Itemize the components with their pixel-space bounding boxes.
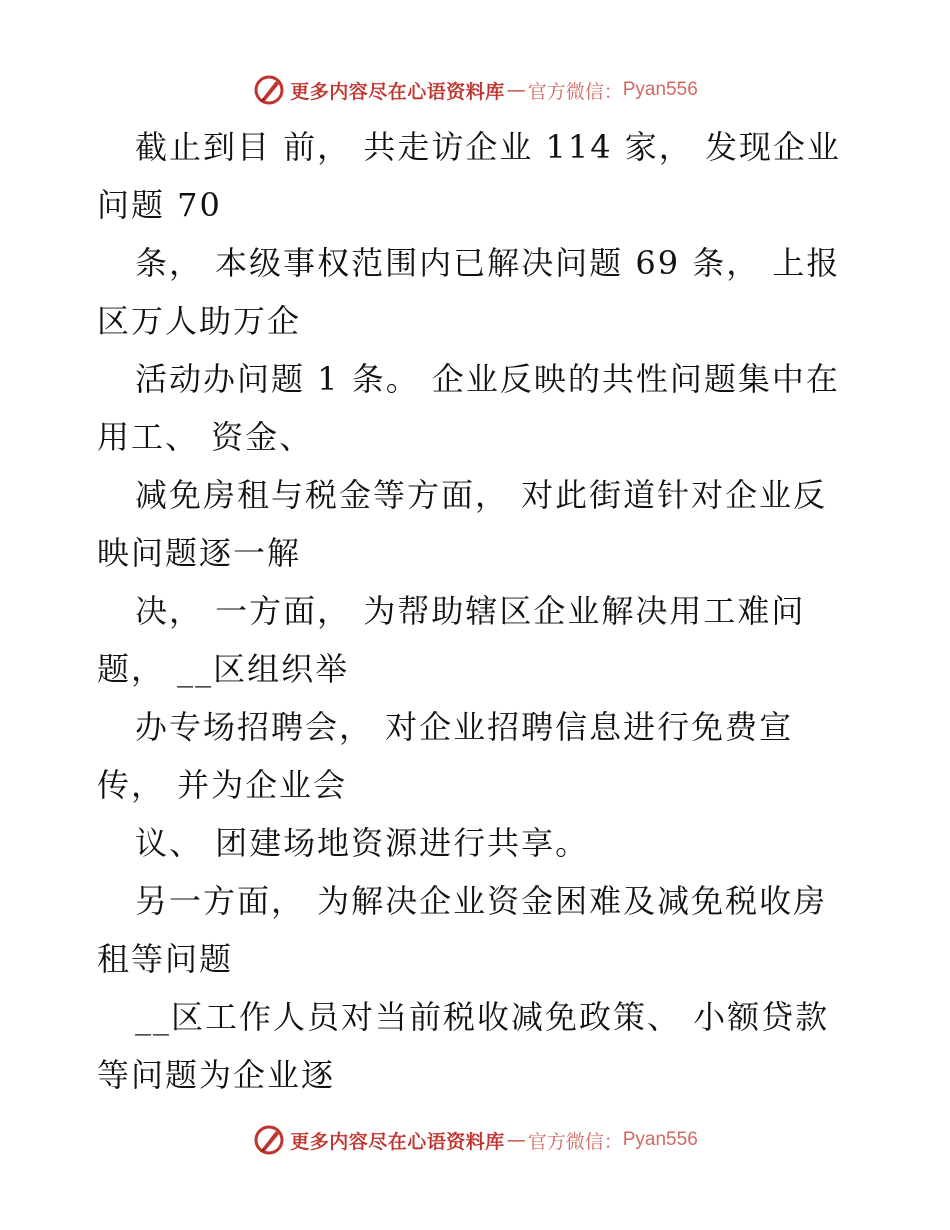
text-line: 减免房租与税金等方面， 对此街道针对企业反: [135, 476, 828, 514]
text-line: 租等问题: [97, 940, 234, 978]
watermark-wechat-id: Pyan556: [622, 1129, 698, 1150]
text-line: 活动办问题 1 条。 企业反映的共性问题集中在: [135, 360, 840, 398]
text-line: 区万人助万企: [97, 302, 302, 340]
text-line: 条， 本级事权范围内已解决问题 69 条， 上报: [135, 244, 841, 282]
text-line: __区工作人员对当前税收减免政策、 小额贷款: [135, 998, 830, 1036]
watermark-separator: —: [506, 1129, 526, 1151]
text-line: 传， 并为企业会: [97, 766, 348, 804]
watermark-wechat-id: Pyan556: [622, 79, 698, 100]
text-line: 问题 70: [97, 186, 222, 224]
watermark-brand: 更多内容尽在心语资料库: [290, 1130, 505, 1153]
watermark-brand: 更多内容尽在心语资料库: [290, 80, 505, 103]
watermark-footer: [0, 1120, 950, 1160]
text-line: 用工、 资金、: [97, 418, 314, 456]
quill-pen-logo-icon: [252, 1123, 286, 1157]
watermark-header: [0, 70, 950, 110]
text-line: 截止到目 前， 共走访企业 114 家， 发现企业: [135, 128, 841, 166]
text-line: 题， __区组织举: [97, 650, 350, 688]
text-line: 办专场招聘会， 对企业招聘信息进行免费宣: [135, 708, 794, 746]
watermark-separator: —: [506, 79, 526, 101]
watermark-wechat-label: 官方微信：: [527, 1130, 623, 1153]
quill-pen-logo-icon: [252, 73, 286, 107]
text-line: 另一方面， 为解决企业资金困难及减免税收房: [135, 882, 828, 920]
text-line: 议、 团建场地资源进行共享。: [135, 824, 590, 862]
text-line: 映问题逐一解: [97, 534, 302, 572]
document-body: [97, 118, 877, 1104]
text-line: 等问题为企业逐: [97, 1056, 336, 1094]
text-line: 决， 一方面， 为帮助辖区企业解决用工难问: [135, 592, 806, 630]
watermark-wechat-label: 官方微信：: [527, 80, 623, 103]
